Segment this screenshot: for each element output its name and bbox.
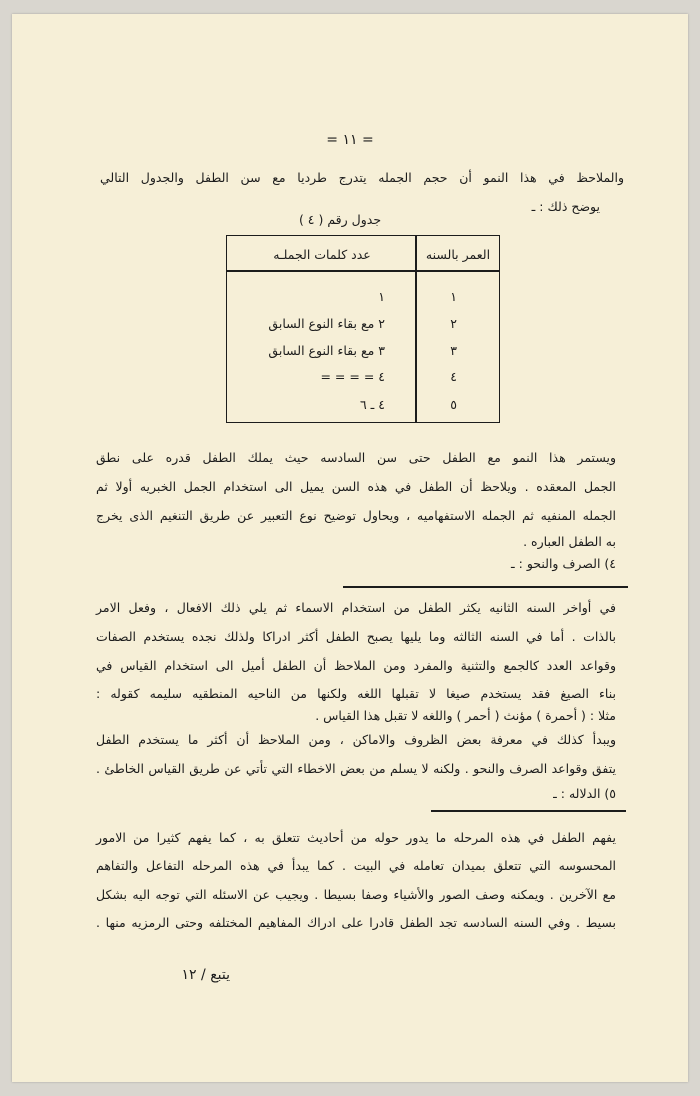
table-cell-age: ٤ — [450, 369, 457, 384]
table-cell-age: ٣ — [450, 343, 457, 358]
paragraph-line: بناء الصيغ فقد يستخدم صيغا لا تقبلها اللغه ولكنها من الناحيه المنطقيه سليمه كقوله : — [96, 686, 616, 701]
paragraph-line: به الطفل العباره . — [523, 534, 616, 549]
table-cell-words: ٤ ـ ٦ — [359, 397, 385, 412]
paragraph-line: بالذات . أما في السنه الثالثه وما يليها يصبح الطفل أكثر ادراكا ولذلك نجده يستخدم الصفات — [96, 629, 616, 644]
paragraph-line: يفهم الطفل في هذه المرحله ما يدور حوله من أحاديث تتعلق به ، كما يفهم كثيرا من الامور — [96, 830, 616, 845]
section-rule — [431, 810, 626, 812]
page-number: = ١١ = — [326, 132, 374, 148]
paragraph-line: وقواعد العدد كالجمع والتثنية والمفرد ومن الملاحظ أن الطفل أميل الى استخدام القياس في — [96, 658, 616, 673]
section-heading: ٤) الصرف والنحو : ـ — [511, 556, 616, 571]
paragraph-line: مثلا : ( أحمرة ) مؤنث ( أحمر ) واللغه لا تقبل هذا القياس . — [315, 708, 616, 723]
paragraph-line: الجمل المعقده . ويلاحظ أن الطفل في هذه السن يميل الى استخدام الجمل الخبريه أولا ثم — [96, 479, 616, 494]
intro-line-1: والملاحظ في هذا النمو أن حجم الجمله يتدرج طرديا مع سن الطفل والجدول التالي — [100, 170, 624, 185]
table-header-divider — [227, 270, 499, 272]
section-rule — [343, 586, 628, 588]
paragraph-line: ويستمر هذا النمو مع الطفل حتى سن السادسه حيث يملك الطفل قدره على نطق — [96, 450, 616, 465]
table-cell-age: ١ — [450, 289, 457, 304]
table-cell-words: ٢ مع بقاء النوع السابق — [268, 316, 385, 331]
intro-line-2: يوضح ذلك : ـ — [531, 199, 600, 214]
paragraph-line: مع الآخرين . ويمكنه وصف الصور والأشياء وصفا بسيطا . ويجيب عن الاسئله التي توجه اليه بشكل — [96, 887, 616, 902]
section-heading: ٥) الدلاله : ـ — [553, 786, 616, 801]
table-cell-words: ٣ مع بقاء النوع السابق — [268, 343, 385, 358]
data-table — [226, 235, 500, 423]
paragraph-line: ويبدأ كذلك في معرفة بعض الظروف والاماكن ، ومن الملاحظ أن أكثر ما يستخدم الطفل — [96, 732, 616, 747]
table-column-divider — [415, 236, 417, 422]
paragraph-line: المحسوسه التي تتعلق بميدان تعامله في البيت . كما يبدأ في هذه المرحله التفاعل والتفاهم — [96, 858, 616, 873]
table-cell-age: ٥ — [450, 397, 457, 412]
table-cell-age: ٢ — [450, 316, 457, 331]
table-header-words: عدد كلمات الجملـه — [273, 247, 371, 262]
paragraph-line: في أواخر السنه الثانيه يكثر الطفل من استخدام الاسماء ثم يلي ذلك الافعال ، وفعل الامر — [96, 600, 616, 615]
table-header-age: العمر بالسنه — [425, 247, 491, 262]
table-caption: جدول رقم ( ٤ ) — [298, 212, 382, 227]
continued-note: يتبع / ١٢ — [181, 967, 230, 983]
paragraph-line: يتفق وقواعد الصرف والنحو . ولكنه لا يسلم من بعض الاخطاء التي تأتي عن طريق القياس الخاطئ . — [96, 761, 616, 776]
paragraph-line: الجمله المنفيه ثم الجمله الاستفهاميه ، ويحاول توضيح نوع التعبير عن طريق التنغيم الذى يخرج — [96, 508, 616, 523]
table-cell-words: ١ — [378, 289, 385, 304]
table-cell-words: ٤ = = = = — [320, 369, 385, 384]
paragraph-line: بسيط . وفي السنه السادسه تجد الطفل قادرا على ادراك المفاهيم المختلفه وحتى الرمزيه منها . — [96, 915, 616, 930]
